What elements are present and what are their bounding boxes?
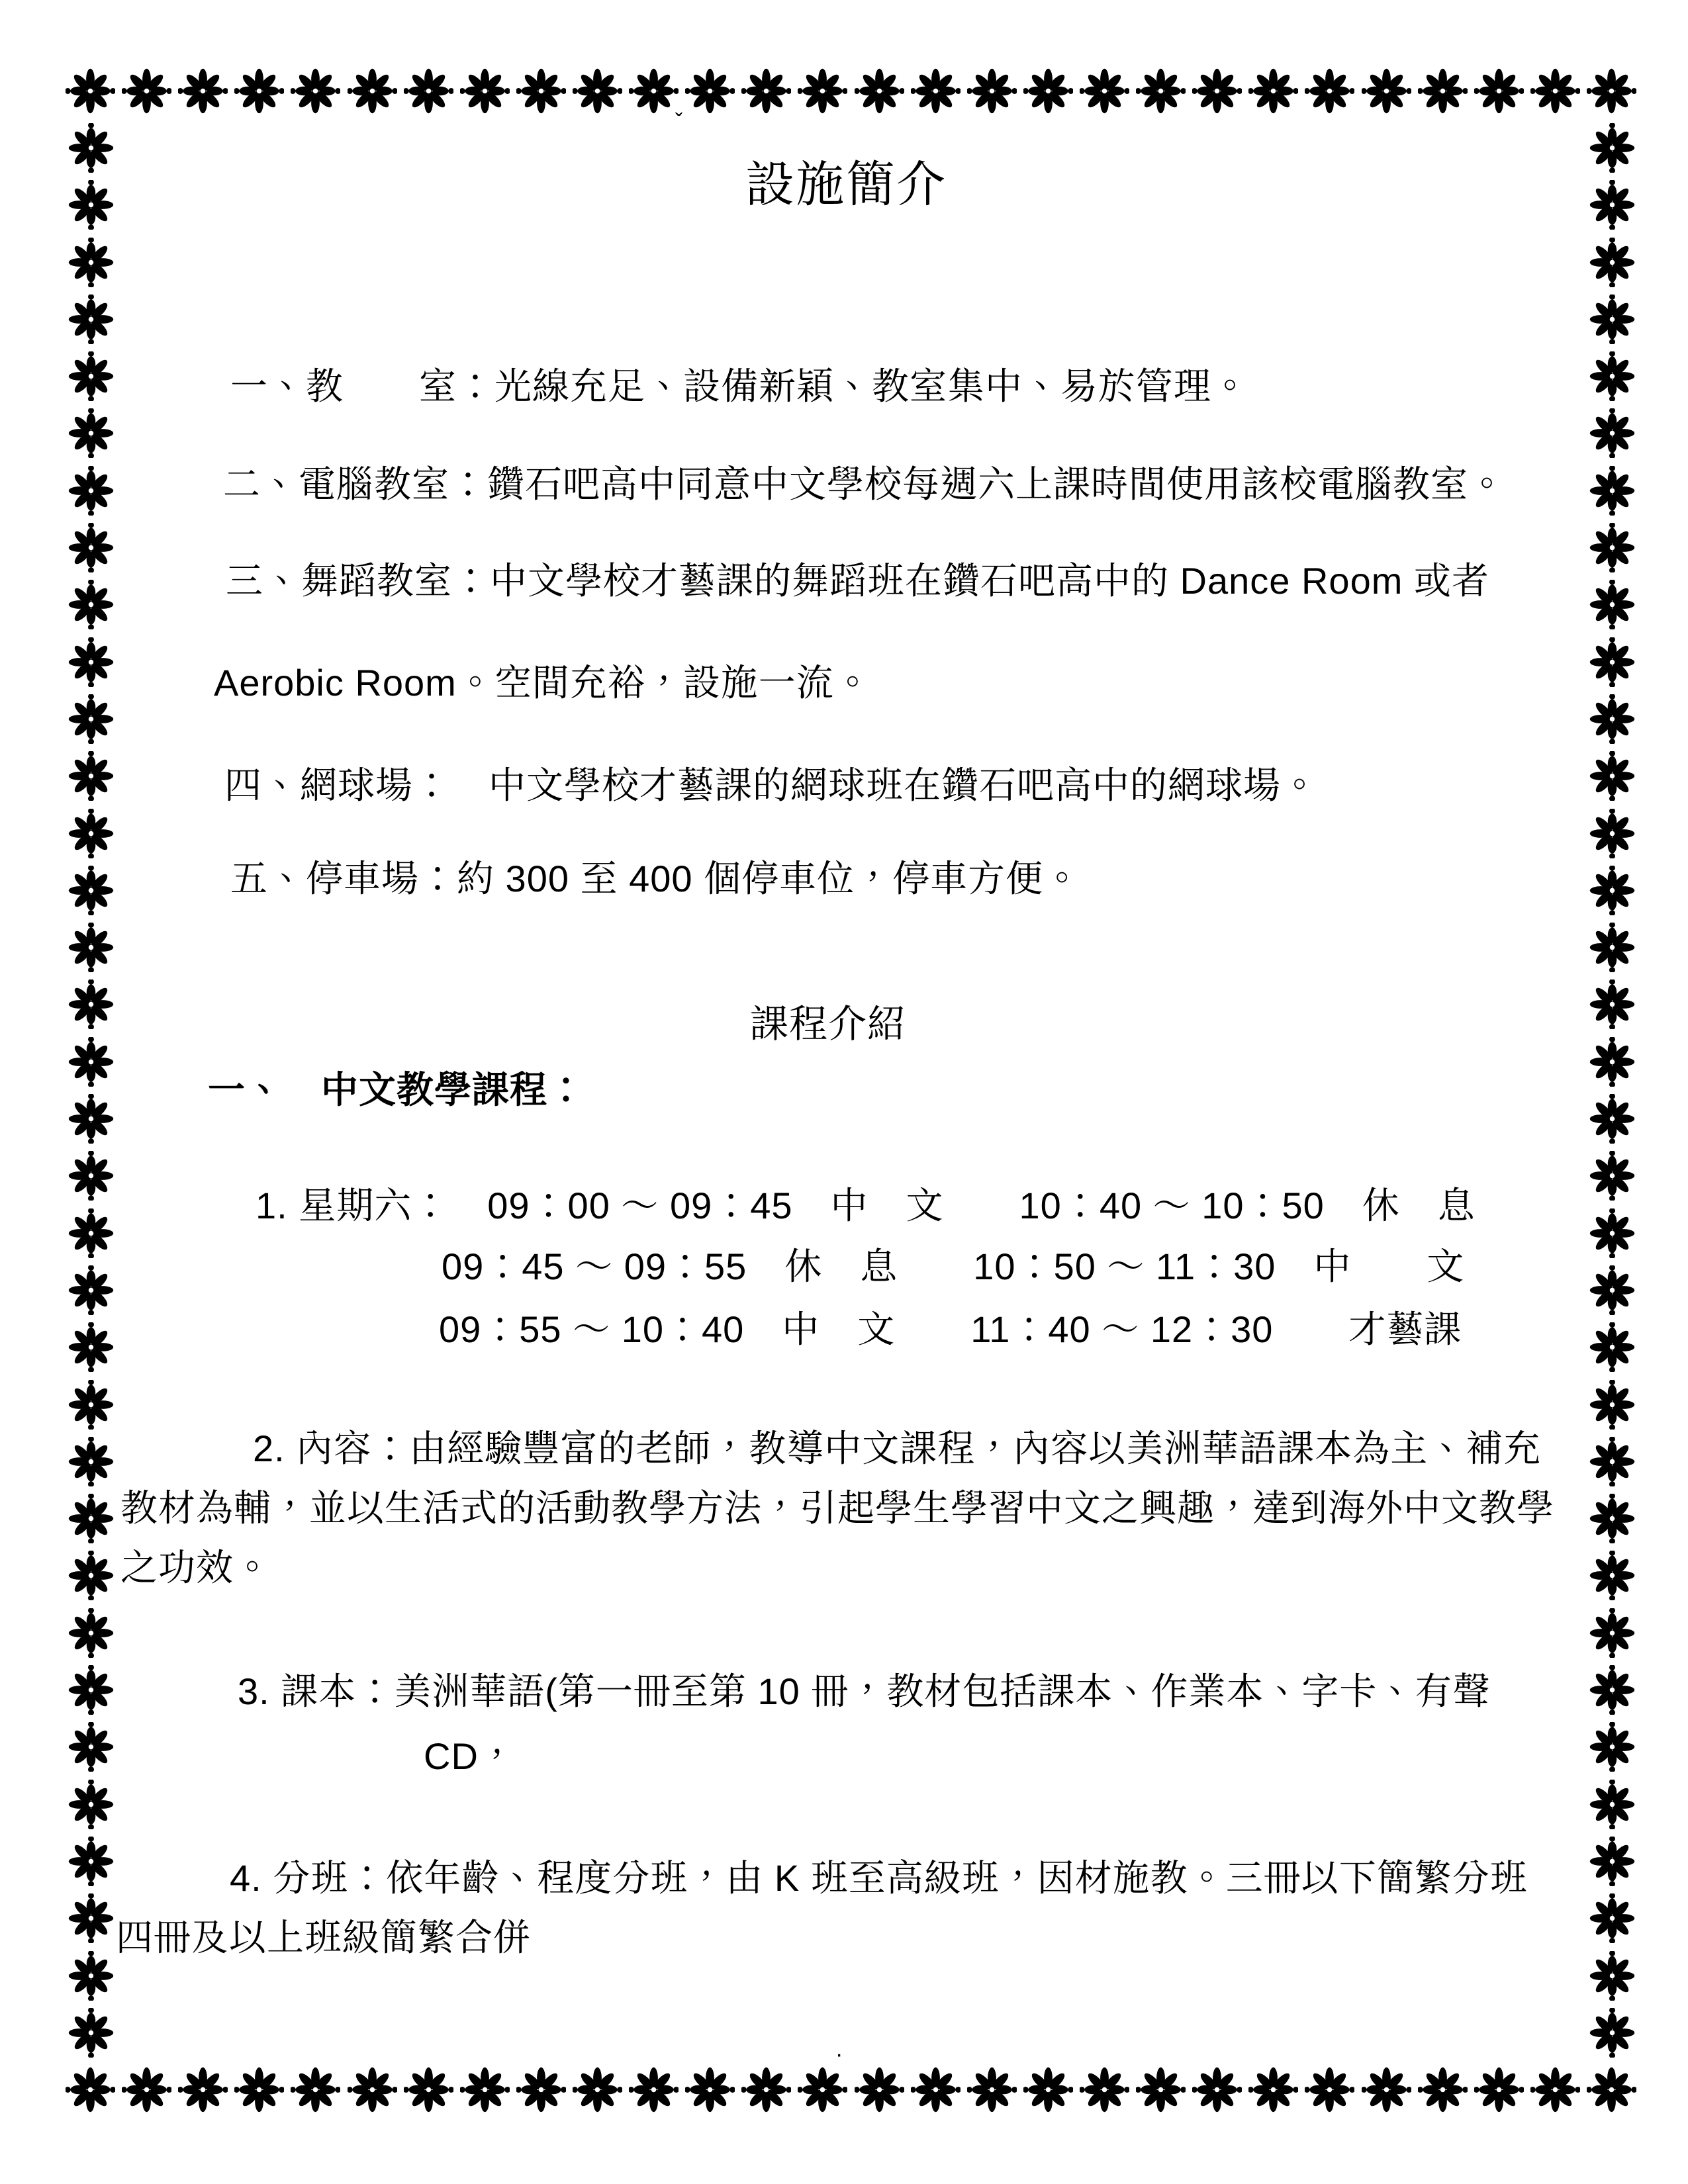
flower-icon — [66, 1494, 116, 1543]
flower-icon — [66, 694, 116, 744]
flower-icon — [66, 1208, 116, 1258]
flower-icon — [1587, 2065, 1636, 2115]
flower-icon — [911, 2065, 961, 2115]
flower-icon — [122, 2065, 171, 2115]
flower-icon — [178, 2065, 228, 2115]
textbook-line-1: 3. 課本：美洲華語(第一冊至第 10 冊，教材包括課本、作業本、字卡、有聲 — [238, 1670, 1491, 1712]
flower-icon — [234, 2065, 284, 2115]
flower-icon — [855, 2065, 904, 2115]
flower-icon — [516, 2065, 566, 2115]
flower-icon — [66, 66, 115, 116]
flower-icon — [1530, 66, 1580, 116]
flower-icon — [66, 1722, 116, 1772]
flower-icon — [1023, 2065, 1073, 2115]
flower-icon — [1587, 238, 1637, 287]
facilities-item-computer-room: 二、電腦教室：鑽石吧高中同意中文學校每週六上課時間使用該校電腦教室。 — [223, 463, 1506, 505]
flower-icon — [66, 923, 116, 972]
content-line-3: 之功效。 — [120, 1547, 271, 1588]
flower-icon — [66, 1437, 116, 1486]
facilities-item-parking-lot: 五、停車場：約 300 至 400 個停車位，停車方便。 — [230, 858, 1082, 899]
flower-icon — [178, 66, 228, 116]
flower-icon — [573, 66, 622, 116]
flower-icon — [1587, 1837, 1637, 1886]
flower-icon — [967, 2065, 1017, 2115]
flower-icon — [741, 66, 791, 116]
flower-icon — [1587, 866, 1637, 915]
flower-icon — [66, 1951, 116, 2001]
course-heading: 一、 中文教學課程： — [208, 1069, 585, 1111]
schedule-line-2: 09：45 ～ 09：55 休 息 10：50 ～ 11：30 中 文 — [442, 1246, 1465, 1287]
flower-icon — [66, 1037, 116, 1087]
flower-icon — [234, 66, 284, 116]
flower-icon — [1587, 637, 1637, 687]
flower-icon — [66, 351, 116, 401]
flower-icon — [911, 66, 961, 116]
flower-icon — [404, 66, 453, 116]
flower-icon — [1418, 66, 1468, 116]
flower-icon — [1474, 2065, 1524, 2115]
flower-icon — [1587, 1608, 1637, 1658]
flower-icon — [1587, 809, 1637, 858]
flower-icon — [1587, 1551, 1637, 1600]
flower-icon — [1587, 180, 1637, 230]
flower-icon — [1136, 66, 1186, 116]
flower-icon — [1248, 2065, 1298, 2115]
facilities-item-dance-room-cont: Aerobic Room。空間充裕，設施一流。 — [214, 662, 872, 704]
flower-icon — [66, 1837, 116, 1886]
facilities-item-tennis-court: 四、網球場： 中文學校才藝課的網球班在鑽石吧高中的網球場。 — [224, 764, 1319, 806]
placement-line-1: 4. 分班：依年齡、程度分班，由 K 班至高級班，因材施教。三冊以下簡繁分班 — [230, 1857, 1528, 1899]
flower-icon — [1587, 295, 1637, 344]
flower-icon — [1474, 66, 1524, 116]
flower-icon — [1192, 66, 1242, 116]
flower-icon — [66, 1322, 116, 1372]
flower-icon — [66, 1380, 116, 1430]
flower-icon — [66, 2008, 116, 2058]
flower-icon — [1587, 1722, 1637, 1772]
flower-icon — [1587, 1265, 1637, 1315]
decorative-border-bottom — [66, 2065, 1636, 2115]
content-line-2: 教材為輔，並以生活式的活動教學方法，引起學生學習中文之興趣，達到海外中文教學 — [120, 1487, 1554, 1529]
flower-icon — [1305, 66, 1354, 116]
flower-icon — [1587, 408, 1637, 458]
flower-icon — [1587, 923, 1637, 972]
flower-icon — [798, 2065, 847, 2115]
content-line-1: 2. 內容：由經驗豐富的老師，教導中文課程，內容以美洲華語課本為主、補充 — [253, 1428, 1542, 1469]
flower-icon — [1587, 351, 1637, 401]
flower-icon — [1418, 2065, 1468, 2115]
flower-icon — [1587, 1208, 1637, 1258]
flower-icon — [66, 1551, 116, 1600]
flower-icon — [66, 238, 116, 287]
decorative-border-top — [66, 66, 1636, 116]
flower-icon — [404, 2065, 453, 2115]
flower-icon — [66, 1265, 116, 1315]
flower-icon — [629, 2065, 679, 2115]
flower-icon — [1587, 751, 1637, 801]
flower-icon — [66, 580, 116, 629]
flower-icon — [1587, 1380, 1637, 1430]
flower-icon — [122, 66, 171, 116]
flower-icon — [1305, 2065, 1354, 2115]
schedule-line-3: 09：55 ～ 10：40 中 文 11：40 ～ 12：30 才藝課 — [439, 1308, 1462, 1350]
flower-icon — [66, 295, 116, 344]
flower-icon — [1587, 1094, 1637, 1144]
flower-icon — [967, 66, 1017, 116]
flower-icon — [798, 66, 847, 116]
flower-icon — [66, 180, 116, 230]
flower-icon — [1587, 1951, 1637, 2001]
flower-icon — [855, 66, 904, 116]
flower-icon — [348, 66, 397, 116]
flower-icon — [1080, 66, 1129, 116]
flower-icon — [1587, 466, 1637, 516]
facilities-item-classroom: 一、教 室：光線充足、設備新穎、教室集中、易於管理。 — [230, 365, 1249, 407]
schedule-line-1: 1. 星期六： 09：00 ～ 09：45 中 文 10：40 ～ 10：50 休 息 — [256, 1185, 1476, 1226]
flower-icon — [573, 2065, 622, 2115]
course-section-title: 課程介紹 — [750, 1003, 907, 1046]
flower-icon — [1362, 2065, 1411, 2115]
flower-icon — [66, 1094, 116, 1144]
flower-icon — [66, 123, 116, 173]
flower-icon — [1136, 2065, 1186, 2115]
flower-icon — [66, 2065, 115, 2115]
flower-icon — [1080, 2065, 1129, 2115]
stray-dot-mark: · — [835, 2042, 843, 2067]
flower-icon — [1587, 2008, 1637, 2058]
flower-icon — [1587, 1665, 1637, 1715]
flower-icon — [1587, 123, 1637, 173]
flower-icon — [66, 408, 116, 458]
facilities-item-dance-room: 三、舞蹈教室：中文學校才藝課的舞蹈班在鑽石吧高中的 Dance Room 或者 — [226, 560, 1489, 602]
flower-icon — [1587, 523, 1637, 572]
flower-icon — [1587, 1437, 1637, 1486]
flower-icon — [1362, 66, 1411, 116]
flower-icon — [460, 2065, 510, 2115]
flower-icon — [291, 2065, 340, 2115]
flower-icon — [629, 66, 679, 116]
flower-icon — [291, 66, 340, 116]
flower-icon — [1587, 1322, 1637, 1372]
flower-icon — [741, 2065, 791, 2115]
decorative-border-left — [66, 123, 116, 2058]
placement-line-2: 四冊及以上班級簡繁合併 — [116, 1917, 531, 1958]
flower-icon — [1587, 1780, 1637, 1829]
textbook-line-2: CD， — [424, 1735, 516, 1777]
decorative-border-right — [1587, 123, 1637, 2058]
flower-icon — [66, 1665, 116, 1715]
flower-icon — [66, 751, 116, 801]
flower-icon — [66, 1608, 116, 1658]
flower-icon — [66, 979, 116, 1029]
flower-icon — [1192, 2065, 1242, 2115]
flower-icon — [66, 809, 116, 858]
flower-icon — [1023, 66, 1073, 116]
flower-icon — [1587, 1893, 1637, 1943]
flower-icon — [1587, 1037, 1637, 1087]
flower-icon — [1587, 66, 1636, 116]
flower-icon — [66, 1893, 116, 1943]
flower-icon — [1587, 1494, 1637, 1543]
flower-icon — [460, 66, 510, 116]
page-title: 設施簡介 — [745, 157, 947, 212]
flower-icon — [66, 1780, 116, 1829]
flower-icon — [1248, 66, 1298, 116]
flower-icon — [1530, 2065, 1580, 2115]
flower-icon — [66, 866, 116, 915]
flower-icon — [66, 1151, 116, 1201]
flower-icon — [685, 66, 735, 116]
flower-icon — [1587, 1151, 1637, 1201]
flower-icon — [66, 523, 116, 572]
stray-caron-mark: ˇ — [675, 109, 683, 134]
flower-icon — [348, 2065, 397, 2115]
flower-icon — [1587, 694, 1637, 744]
flower-icon — [66, 466, 116, 516]
flower-icon — [685, 2065, 735, 2115]
flower-icon — [516, 66, 566, 116]
flower-icon — [66, 637, 116, 687]
flower-icon — [1587, 580, 1637, 629]
flower-icon — [1587, 979, 1637, 1029]
